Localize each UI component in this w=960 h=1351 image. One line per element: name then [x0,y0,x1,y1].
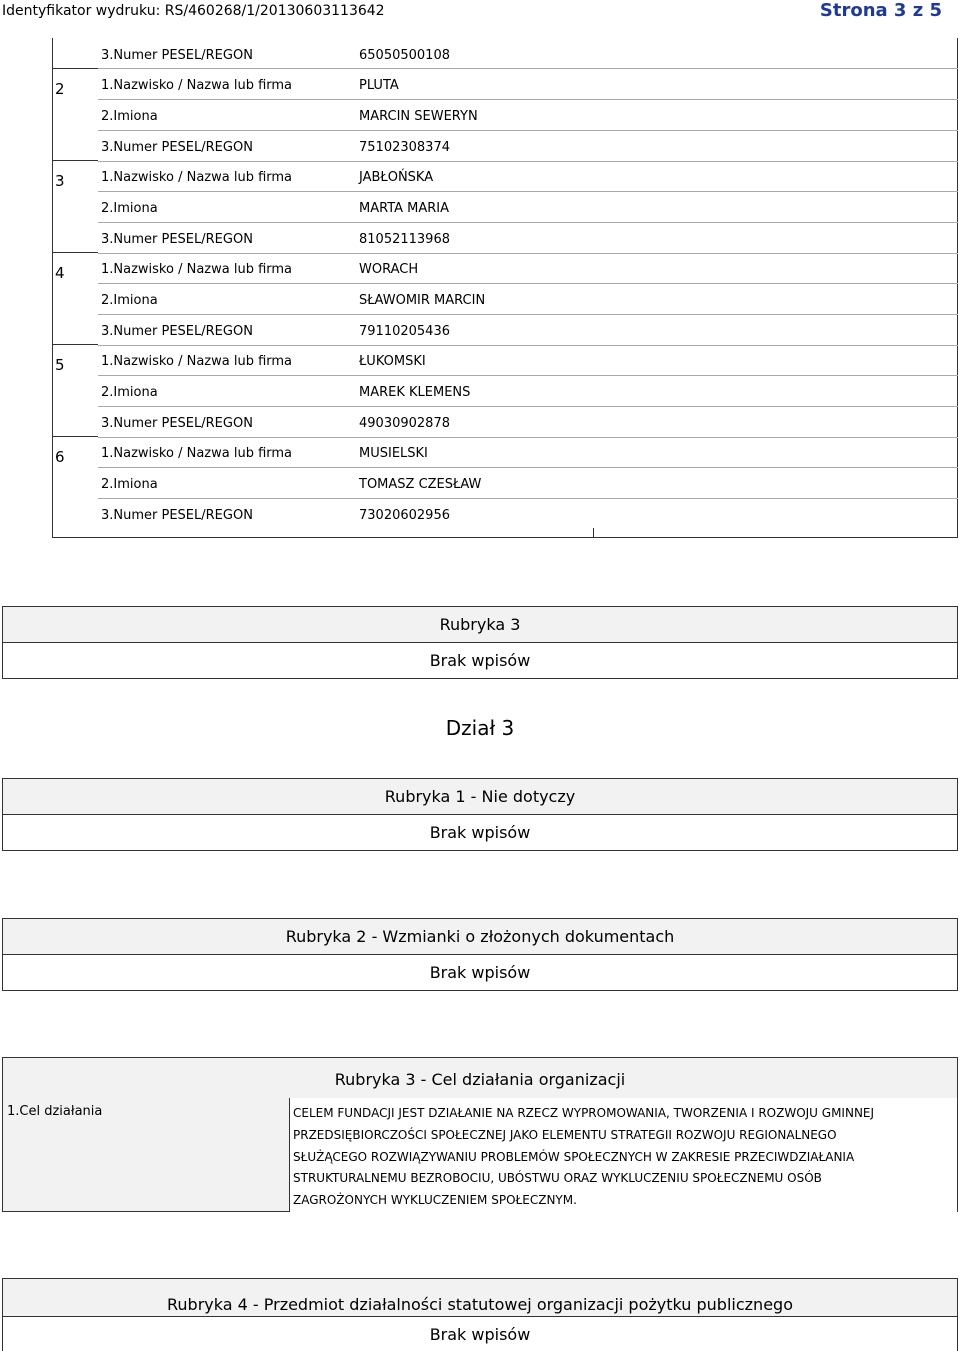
names-value: MARCIN SEWERYN [359,109,478,124]
pesel-label: 3.Numer PESEL/REGON [101,508,253,523]
surname-value: JABŁOŃSKA [359,170,434,185]
row-divider [98,283,958,284]
carry-pesel-value: 65050500108 [359,48,450,63]
row-divider [98,498,958,499]
row-divider [98,314,958,315]
surname-label: 1.Nazwisko / Nazwa lub firma [101,262,293,277]
goal-label: 1.Cel działania [7,1104,103,1119]
entry-number: 3 [55,172,65,190]
names-label: 2.Imiona [101,477,158,492]
row-divider [98,130,958,131]
carry-pesel-label: 3.Numer PESEL/REGON [101,48,253,63]
surname-value: MUSIELSKI [359,446,428,461]
goal-text-line: PRZEDSIĘBIORCZOŚCI SPOŁECZNEJ JAKO ELEMENTU STRATEGII ROZWOJU REGIONALNEGO [293,1127,837,1142]
table-end-marker [593,528,959,538]
no-entries-text: Brak wpisów [429,823,531,842]
row-divider [98,191,958,192]
row-divider [98,253,958,254]
section-rubryka-3 [2,1057,958,1212]
pesel-label: 3.Numer PESEL/REGON [101,416,253,431]
section-title: Rubryka 4 - Przedmiot działalności statutowej organizacji pożytku publicznego [3,1279,957,1317]
no-entries-text: Brak wpisów [429,963,531,982]
section-rubryka-1 [2,778,958,851]
pesel-label: 3.Numer PESEL/REGON [101,232,253,247]
pesel-label: 3.Numer PESEL/REGON [101,140,253,155]
no-entries-text: Brak wpisów [429,1324,531,1344]
names-label: 2.Imiona [101,385,158,400]
row-divider [98,406,958,407]
section-title: Rubryka 3 [3,607,957,643]
row-divider [98,222,958,223]
row-divider [98,345,958,346]
entry-separator [53,68,98,69]
entry-number: 2 [55,80,65,98]
surname-label: 1.Nazwisko / Nazwa lub firma [101,78,293,93]
pesel-value: 79110205436 [359,324,450,339]
row-divider [98,68,958,69]
names-value: MARTA MARIA [359,201,450,216]
row-divider [98,467,958,468]
entry-number: 4 [55,264,65,282]
print-identifier: Identyfikator wydruku: RS/460268/1/20130603113642 [2,3,385,19]
goal-text-line: STRUKTURALNEMU BEZROBOCIU, UBÓSTWU ORAZ WYKLUCZENIU SPOŁECZNEMU OSÓB [293,1171,822,1186]
names-label: 2.Imiona [101,293,158,308]
entry-number: 6 [55,448,65,466]
section-rubryka-2 [2,918,958,991]
pesel-value: 73020602956 [359,508,450,523]
names-value: MAREK KLEMENS [359,385,471,400]
page-number: Strona 3 z 5 [819,0,942,21]
entry-separator [53,160,98,161]
surname-label: 1.Nazwisko / Nazwa lub firma [101,354,293,369]
pesel-value: 81052113968 [359,232,450,247]
entry-separator [53,252,98,253]
goal-text-line: ZAGROŻONYCH WYKLUCZENIEM SPOŁECZNYM. [293,1193,577,1208]
row-divider [98,161,958,162]
section-title: Rubryka 2 - Wzmianki o złożonych dokumentach [3,919,957,955]
persons-table [52,38,958,538]
pesel-label: 3.Numer PESEL/REGON [101,324,253,339]
pesel-value: 75102308374 [359,140,450,155]
surname-value: PLUTA [359,78,399,93]
page-header [0,0,960,22]
entry-separator [53,344,98,345]
names-value: TOMASZ CZESŁAW [359,477,482,492]
section-rubryka-4 [2,1278,958,1351]
section-title: Rubryka 3 - Cel działania organizacji [334,1070,626,1089]
dzial-3-title: Dział 3 [445,716,515,740]
row-divider [98,437,958,438]
no-entries-text: Brak wpisów [429,651,531,670]
names-value: SŁAWOMIR MARCIN [359,293,486,308]
row-divider [98,99,958,100]
surname-label: 1.Nazwisko / Nazwa lub firma [101,446,293,461]
surname-value: WORACH [359,262,419,277]
entry-separator [53,436,98,437]
surname-value: ŁUKOMSKI [359,354,426,369]
section-title: Rubryka 1 - Nie dotyczy [3,779,957,815]
section-rubryka-3-prev [2,606,958,679]
goal-text-line: SŁUŻĄCEGO ROZWIĄZYWANIU PROBLEMÓW SPOŁECZNYCH W ZAKRESIE PRZECIWDZIAŁANIA [293,1149,855,1164]
row-divider [98,375,958,376]
entry-number: 5 [55,356,65,374]
names-label: 2.Imiona [101,201,158,216]
goal-text-line: CELEM FUNDACJI JEST DZIAŁANIE NA RZECZ WYPROMOWANIA, TWORZENIA I ROZWOJU GMINNEJ [293,1106,875,1120]
names-label: 2.Imiona [101,109,158,124]
goal-text [289,1098,957,1212]
surname-label: 1.Nazwisko / Nazwa lub firma [101,170,293,185]
pesel-value: 49030902878 [359,416,450,431]
